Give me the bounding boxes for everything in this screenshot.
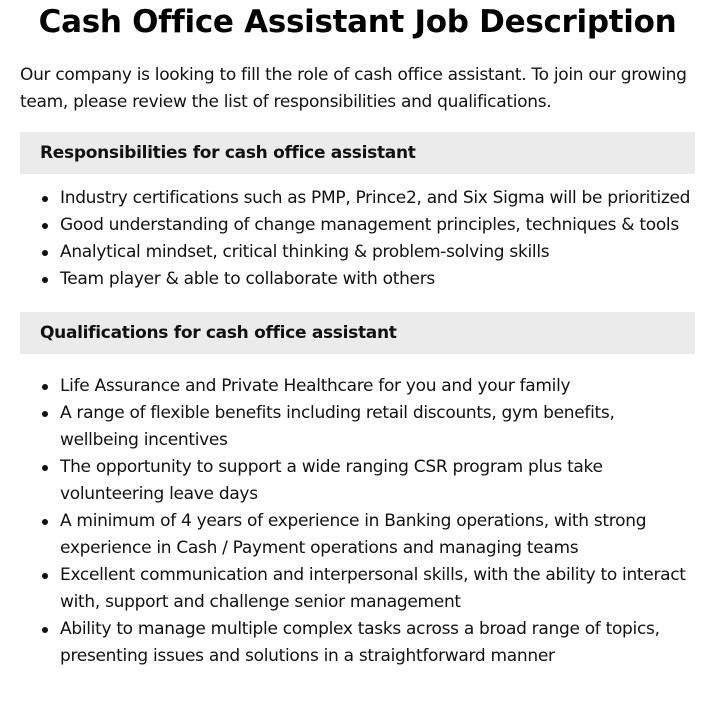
bullet-icon [42,250,48,256]
list-item-text: Excellent communication and interpersonal skills, with the ability to interact with, support and challenge senior management [60,565,686,612]
bullet-icon [42,519,48,525]
list-item-text: Life Assurance and Private Healthcare for you and your family [60,376,571,396]
intro-paragraph: Our company is looking to fill the role of cash office assistant. To join our growing team, please review the list of responsibilities and qualifications. [20,65,687,112]
list-item-text: The opportunity to support a wide ranging CSR program plus take volunteering leave days [60,457,603,504]
list-item [20,266,695,293]
list-item [20,185,695,212]
list-item-text: Ability to manage multiple complex tasks across a broad range of topics, presenting issues and solutions in a straightforward manner [60,619,660,666]
responsibilities-heading: Responsibilities for cash office assistant [20,132,695,174]
qualifications-list [20,373,695,670]
bullet-icon [42,465,48,471]
page-title: Cash Office Assistant Job Description [38,4,677,40]
list-item [20,562,695,616]
list-item [20,616,695,670]
responsibilities-list [20,185,695,293]
list-item-text: A range of flexible benefits including retail discounts, gym benefits, wellbeing incentives [60,403,615,450]
bullet-icon [42,573,48,579]
list-item-text: Good understanding of change management principles, techniques & tools [60,215,679,235]
list-item [20,454,695,508]
list-item-text: Industry certifications such as PMP, Prince2, and Six Sigma will be prioritized [60,188,691,208]
bullet-icon [42,223,48,229]
list-item [20,212,695,239]
list-item-text: Analytical mindset, critical thinking & problem-solving skills [60,242,550,262]
qualifications-heading: Qualifications for cash office assistant [20,312,695,354]
bullet-icon [42,384,48,390]
list-item [20,400,695,454]
bullet-icon [42,627,48,633]
list-item [20,508,695,562]
list-item-text: A minimum of 4 years of experience in Banking operations, with strong experience in Cash / Payment operations and managing teams [60,511,647,558]
bullet-icon [42,196,48,202]
list-item-text: Team player & able to collaborate with others [60,269,435,289]
bullet-icon [42,277,48,283]
list-item [20,239,695,266]
job-description-page [20,0,695,670]
list-item [20,373,695,400]
bullet-icon [42,411,48,417]
